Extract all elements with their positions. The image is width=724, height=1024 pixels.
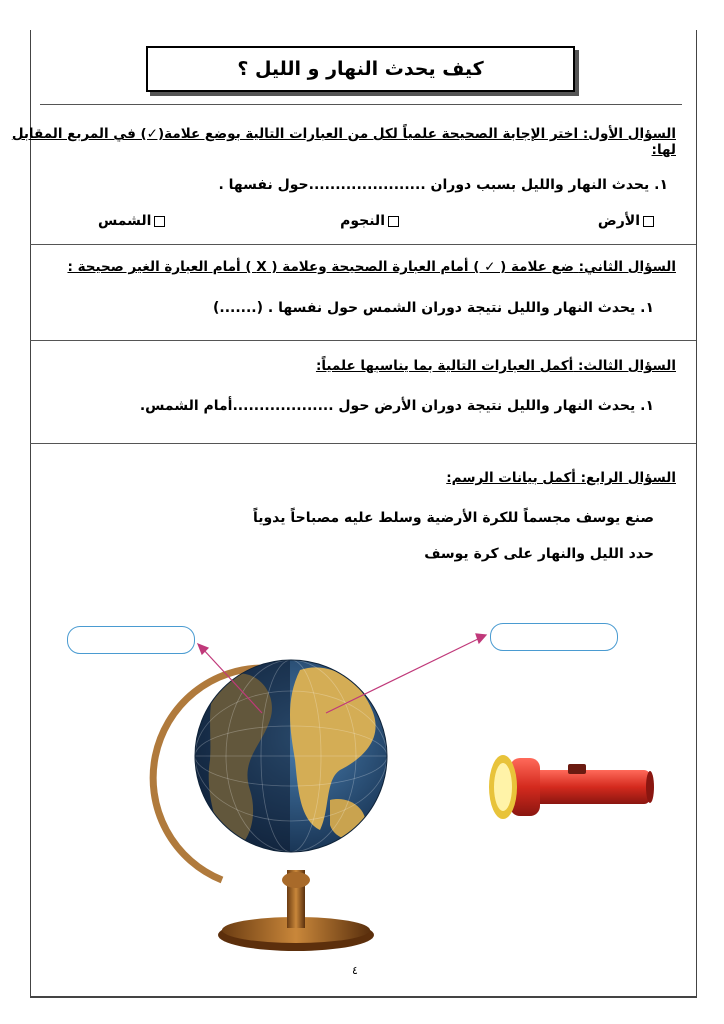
globe-stand: [218, 870, 374, 951]
option-label: الأرض: [597, 213, 640, 229]
q4-line2: حدد الليل والنهار على كرة يوسف: [424, 546, 654, 562]
page-title: كيف يحدث النهار و الليل ؟: [146, 46, 575, 92]
q2-statement: ١. يحدث النهار والليل نتيجة دوران الشمس حول نفسها . (.......): [213, 300, 654, 316]
q1-instruction: اختر الإجابة الصحيحة علمياً لكل من العبارات التالية بوضع علامة(✓) في المربع المقابل لها:: [11, 126, 676, 158]
q4-label: السؤال الرابع:: [580, 470, 676, 486]
q2-instruction: ضع علامة ( ✓ ) أمام العبارة الصحيحة وعلامة ( X ) أمام العبارة الغير صحيحة :: [67, 259, 574, 275]
q3-label: السؤال الثالث:: [578, 358, 676, 374]
q4-line1: صنع يوسف مجسماً للكرة الأرضية وسلط عليه مصباحاً يدوياً: [252, 510, 654, 526]
q3-instruction: أكمل العبارات التالية بما يناسبها علمياً:: [315, 358, 574, 374]
page-number: ٤: [352, 964, 358, 977]
option-label: الشمس: [98, 213, 152, 229]
q1-statement: ١. يحدث النهار والليل بسبب دوران ......................حول نفسها .: [218, 177, 668, 193]
q3-statement: ١. يحدث النهار والليل نتيجة دوران الأرض حول ...................أمام الشمس.: [139, 398, 654, 414]
flashlight-icon: [489, 755, 654, 819]
q2-label: السؤال الثاني:: [578, 259, 676, 275]
q4-instruction: أكمل بيانات الرسم:: [446, 470, 576, 486]
option-label: النجوم: [340, 213, 385, 229]
q1-label: السؤال الأول:: [582, 126, 676, 142]
